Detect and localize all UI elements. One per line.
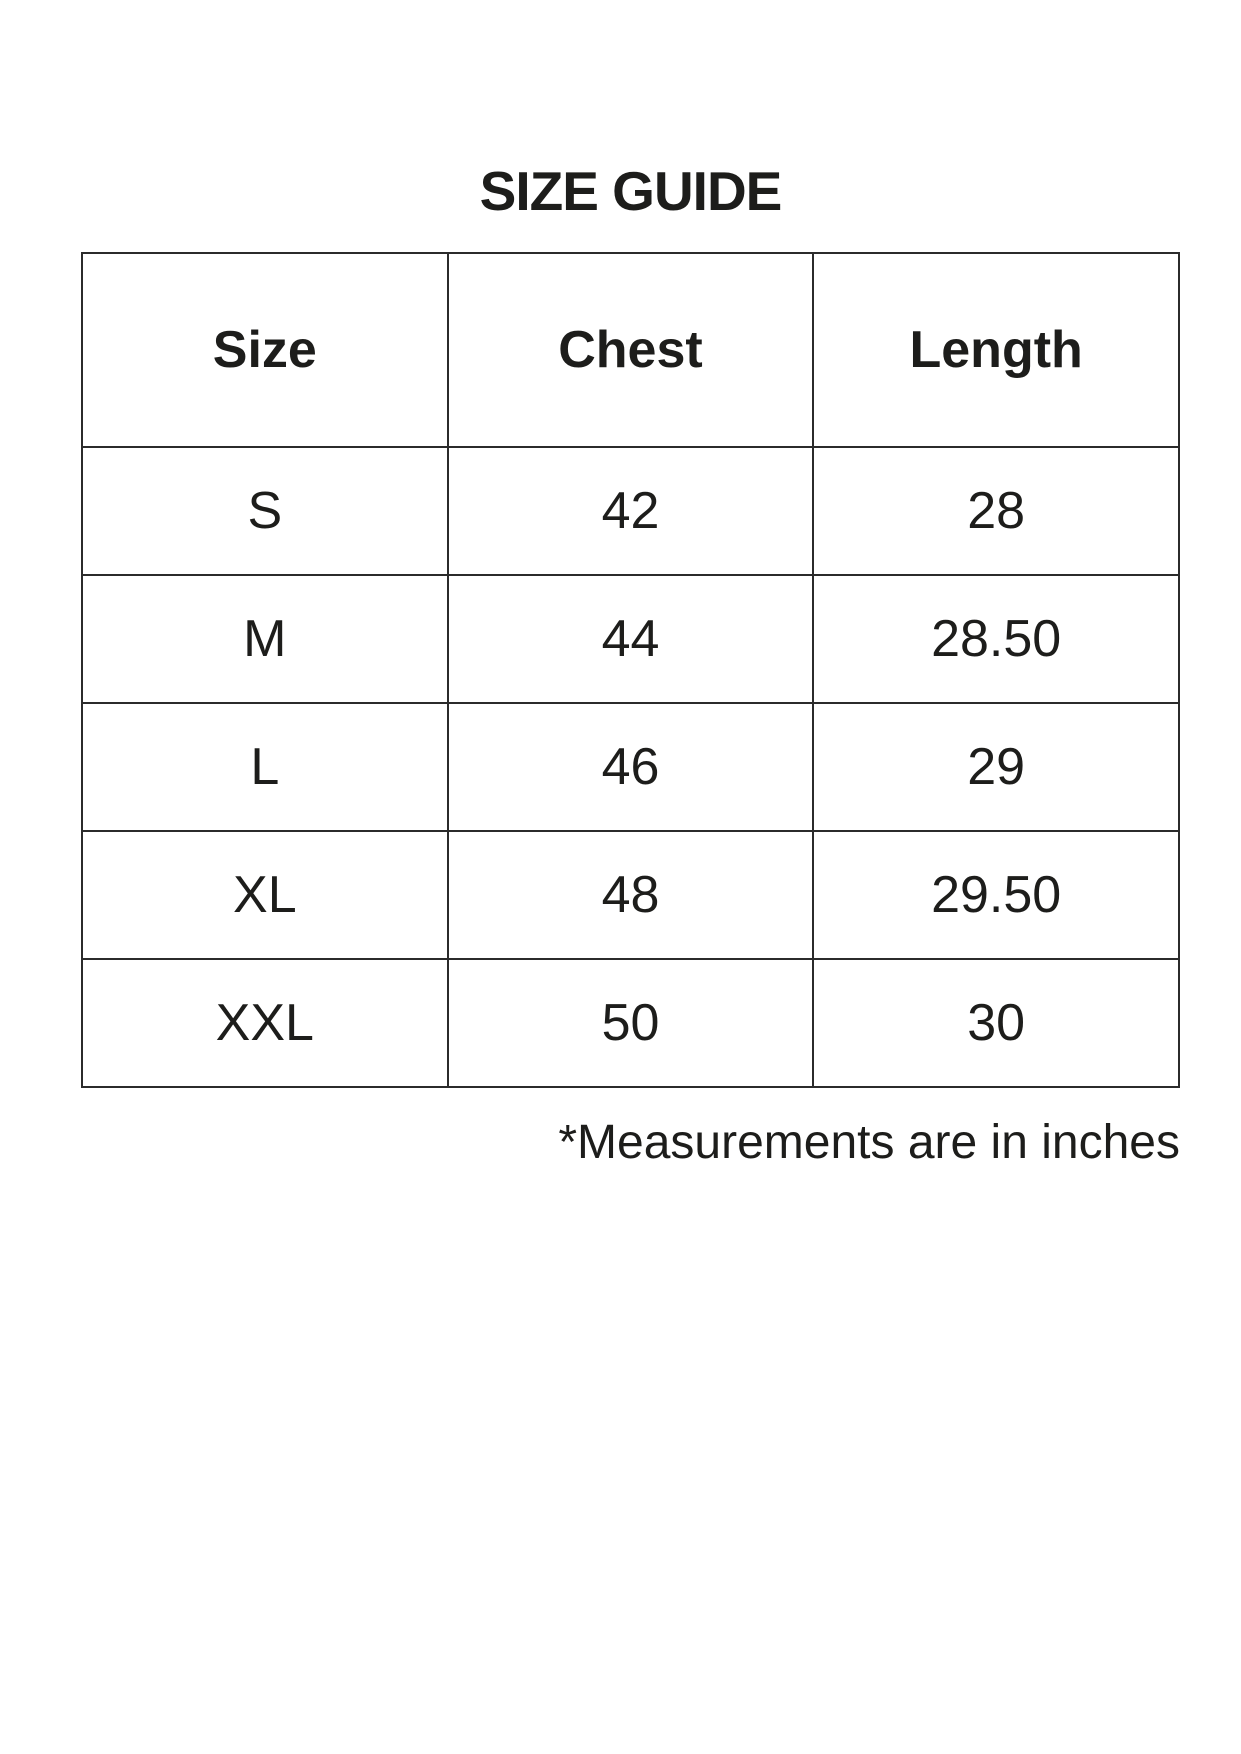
col-header-size: Size (82, 253, 448, 447)
length-cell: 29.50 (813, 831, 1179, 959)
chest-cell: 44 (448, 575, 814, 703)
size-cell: M (82, 575, 448, 703)
size-cell: XXL (82, 959, 448, 1087)
col-header-chest: Chest (448, 253, 814, 447)
table-row (82, 703, 1179, 831)
size-cell: L (82, 703, 448, 831)
size-cell: XL (82, 831, 448, 959)
chest-cell: 50 (448, 959, 814, 1087)
table-row (82, 447, 1179, 575)
length-cell: 29 (813, 703, 1179, 831)
size-cell: S (82, 447, 448, 575)
table-header-row (82, 253, 1179, 447)
table-row (82, 831, 1179, 959)
length-cell: 28 (813, 447, 1179, 575)
chest-cell: 42 (448, 447, 814, 575)
table-row (82, 575, 1179, 703)
length-cell: 30 (813, 959, 1179, 1087)
chest-cell: 48 (448, 831, 814, 959)
page-title: SIZE GUIDE (479, 160, 782, 222)
chest-cell: 46 (448, 703, 814, 831)
col-header-length: Length (813, 253, 1179, 447)
length-cell: 28.50 (813, 575, 1179, 703)
size-guide-table (81, 252, 1180, 1088)
measurements-footnote: *Measurements are in inches (558, 1116, 1180, 1169)
table-row (82, 959, 1179, 1087)
